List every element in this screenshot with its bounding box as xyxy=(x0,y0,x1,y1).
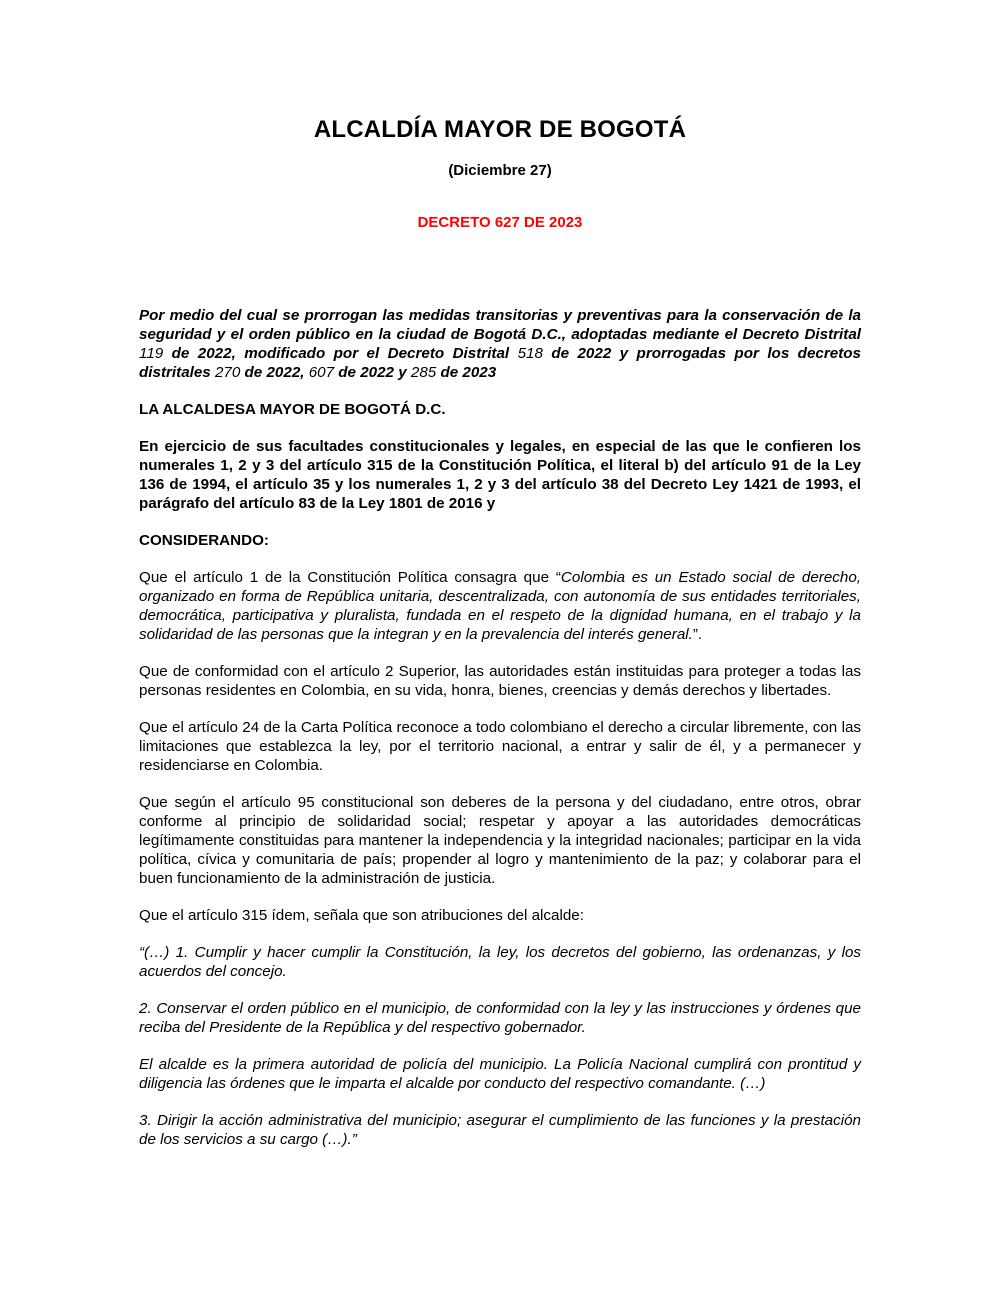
considerando-paragraph-5: Que el artículo 315 ídem, señala que son atribuciones del alcalde: xyxy=(139,907,584,924)
document-body xyxy=(139,306,861,1167)
powers-paragraph: En ejercicio de sus facultades constitucionales y legales, en especial de las que le confieren los numerales 1, 2 y 3 del artículo 315 de la Constitución Política, el literal b) del artículo 91 de la Ley 136 de 1994, el artículo 35 y los numerales 1, 2 y 3 del artículo 38 del Decreto Ley 1421 de 1993, el parágrafo del artículo 83 de la Ley 1801 de 2016 y xyxy=(139,438,861,512)
quote-item-1: “(…) 1. Cumplir y hacer cumplir la Constitución, la ley, los decretos del gobierno, las ordenanzas, y los acuerdos del concejo. xyxy=(139,944,861,980)
decree-summary: Por medio del cual se prorrogan las medidas transitorias y preventivas para la conservación de la seguridad y el orden público en la ciudad de Bogotá D.C., adoptadas mediante el Decreto Distrital 119 de 2022, modificado por el Decreto Distrital 518 de 2022 y prorrogadas por los decretos distritales 270 de 2022, 607 de 2022 y 285 de 2023 xyxy=(139,307,861,381)
quote-item-3: 3. Dirigir la acción administrativa del municipio; asegurar el cumplimiento de las funciones y la prestación de los servicios a su cargo (…).” xyxy=(139,1112,861,1148)
decree-number: DECRETO 627 DE 2023 xyxy=(417,214,583,231)
quote-paragraph-police: El alcalde es la primera autoridad de policía del municipio. La Policía Nacional cumplirá con prontitud y diligencia las órdenes que le imparta el alcalde por conducto del respectivo comandante. (…) xyxy=(139,1056,861,1092)
document-title: ALCALDÍA MAYOR DE BOGOTÁ xyxy=(313,116,687,143)
quote-item-2: 2. Conservar el orden público en el municipio, de conformidad con la ley y las instrucciones y órdenes que reciba del Presidente de la República y del respectivo gobernador. xyxy=(139,1000,861,1036)
considerando-paragraph-1: Que el artículo 1 de la Constitución Política consagra que “Colombia es un Estado social de derecho, organizado en forma de República unitaria, descentralizada, con autonomía de sus entidades territoriales, democrática, participativa y pluralista, fundada en el respeto de la dignidad humana, en el trabajo y la solidaridad de las personas que la integran y en la prevalencia del interés general.”. xyxy=(139,569,861,643)
document-date: (Diciembre 27) xyxy=(448,162,552,179)
considerando-paragraph-4: Que según el artículo 95 constitucional son deberes de la persona y del ciudadano, entre otros, obrar conforme al principio de solidaridad social; respetar y apoyar a las autoridades democráticas legítimamente constituidas para mantener la independencia y la integridad nacionales; participar en la vida política, cívica y comunitaria de país; propender al logro y mantenimiento de la paz; y colaborar para el buen funcionamiento de la administración de justicia. xyxy=(139,794,861,887)
considerando-paragraph-3: Que el artículo 24 de la Carta Política reconoce a todo colombiano el derecho a circular libremente, con las limitaciones que establezca la ley, por el territorio nacional, a entrar y salir de él, y a permanecer y residenciarse en Colombia. xyxy=(139,719,861,774)
considerando-heading: CONSIDERANDO: xyxy=(139,532,269,549)
mayor-heading: LA ALCALDESA MAYOR DE BOGOTÁ D.C. xyxy=(139,401,446,418)
considerando-paragraph-2: Que de conformidad con el artículo 2 Superior, las autoridades están instituidas para proteger a todas las personas residentes en Colombia, en su vida, honra, bienes, creencias y demás derechos y libertades. xyxy=(139,663,861,699)
